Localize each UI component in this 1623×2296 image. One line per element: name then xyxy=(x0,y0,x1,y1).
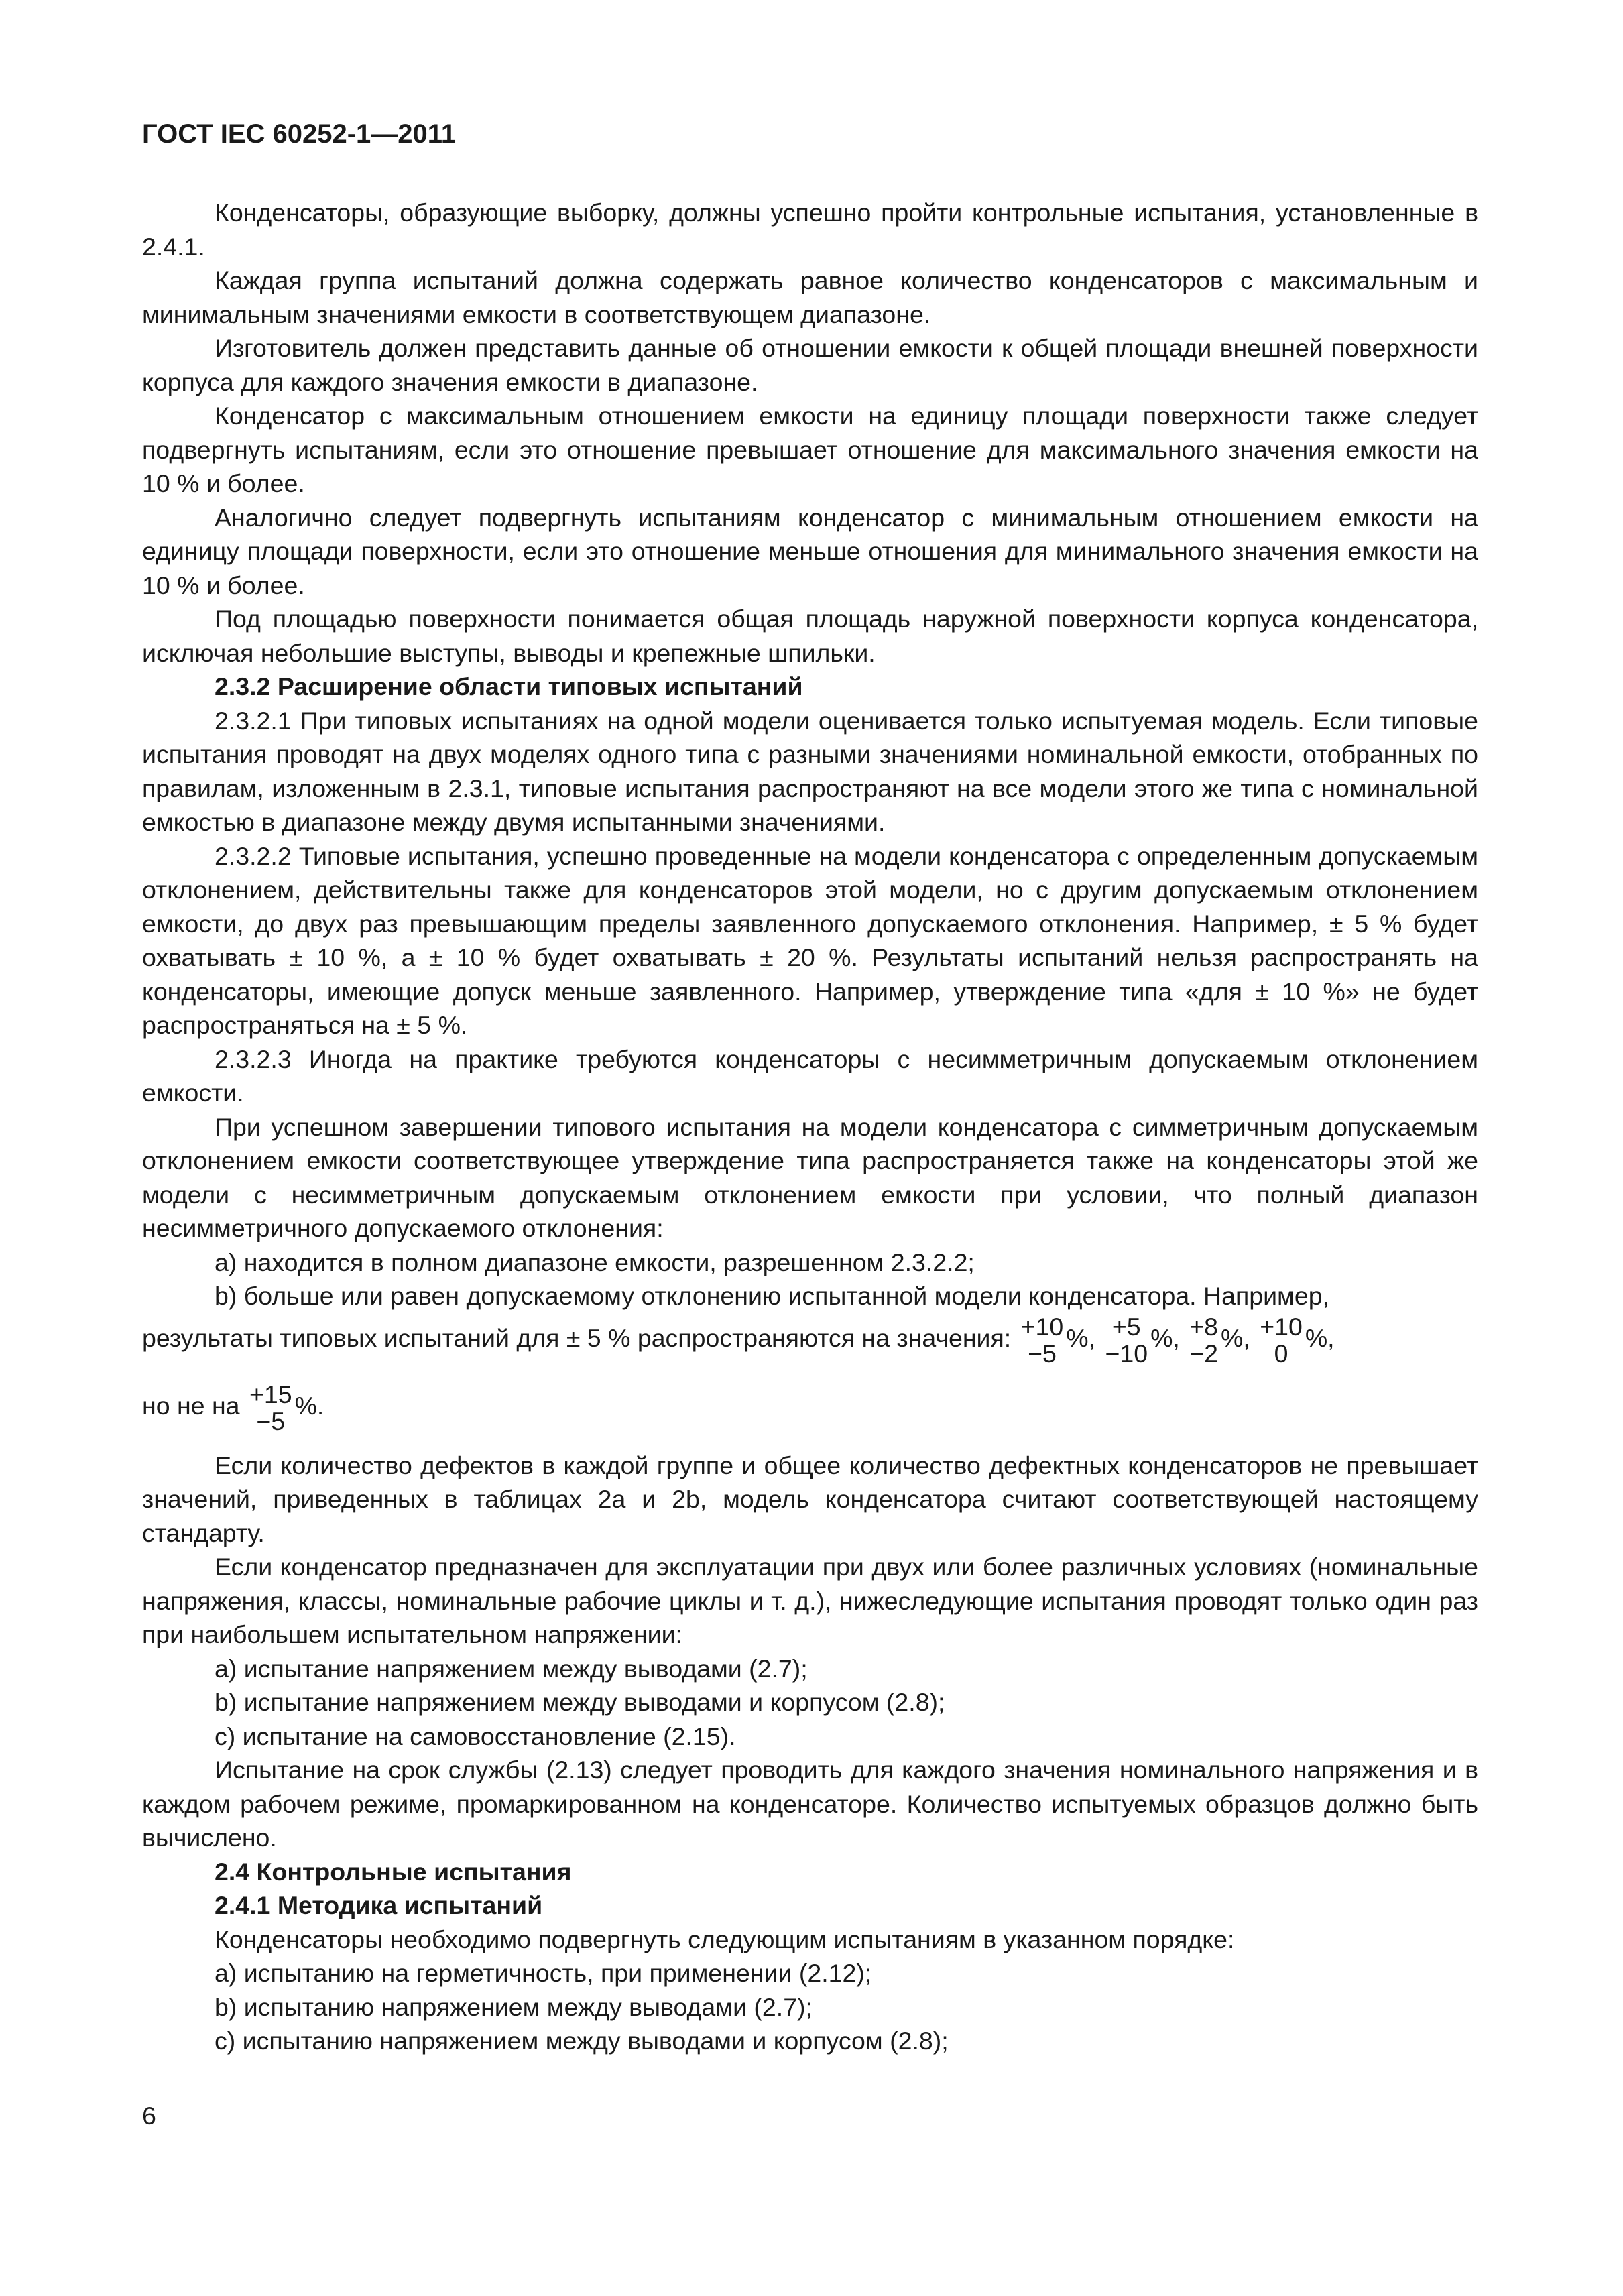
paragraph: Аналогично следует подвергнуть испытаниям конденсатор с минимальным отношением емкости на единицу площади поверхности, если это отношение меньше отношения для минимального значения емкости на 10 % и более. xyxy=(142,503,1478,599)
fraction xyxy=(1260,1313,1303,1367)
list-item: b) больше или равен допускаемому отклонению испытанной модели конденсатора. Например, xyxy=(215,1282,1329,1310)
fraction-suffix: %, xyxy=(1150,1323,1180,1352)
list-item: а) испытанию на герметичность, при применении (2.12); xyxy=(215,1959,872,1987)
fraction xyxy=(249,1381,292,1435)
fraction-suffix: %, xyxy=(1221,1323,1250,1352)
formula-prefix: но не на xyxy=(142,1391,240,1420)
fraction-bottom: −10 xyxy=(1105,1339,1148,1368)
fraction-top: +15 xyxy=(249,1380,292,1408)
formula-line xyxy=(142,1313,1478,1381)
paragraph: Каждая группа испытаний должна содержать равное количество конденсаторов с максимальным и минимальным значениями емкости в соответствующем диапазоне. xyxy=(142,266,1478,328)
fraction xyxy=(1189,1313,1218,1367)
list-item: а) находится в полном диапазоне емкости, разрешенном 2.3.2.2; xyxy=(215,1248,975,1276)
section-heading: 2.3.2 Расширение области типовых испытаний xyxy=(215,672,803,701)
fraction-suffix: %. xyxy=(294,1391,324,1420)
paragraph: Изготовитель должен представить данные об отношении емкости к общей площади внешней поверхности корпуса для каждого значения емкости в диапазоне. xyxy=(142,334,1478,396)
fraction xyxy=(1021,1313,1064,1367)
document-header: ГОСТ IEC 60252-1—2011 xyxy=(142,119,457,149)
list-item: а) испытание напряжением между выводами (2.7); xyxy=(215,1654,808,1683)
fraction-bottom: −5 xyxy=(1028,1339,1057,1368)
formula-line xyxy=(142,1381,1478,1449)
fraction-top: +8 xyxy=(1189,1312,1219,1341)
list-item: с) испытание на самовосстановление (2.15). xyxy=(215,1721,736,1750)
paragraph: Конденсатор с максимальным отношением емкости на единицу площади поверхности также следует подвергнуть испытаниям, если это отношение превышает отношение для максимального значения емкости на 10 % и более. xyxy=(142,402,1478,497)
paragraph: Под площадью поверхности понимается общая площадь наружной поверхности корпуса конденсатора, исключая небольшие выступы, выводы и крепежные шпильки. xyxy=(142,605,1478,667)
fraction-suffix: %, xyxy=(1305,1323,1335,1352)
document-body xyxy=(142,196,1478,2058)
paragraph: Конденсаторы, образующие выборку, должны успешно пройти контрольные испытания, установленные в 2.4.1. xyxy=(142,198,1478,261)
paragraph: 2.3.2.1 При типовых испытаниях на одной модели оценивается только испытуемая модель. Если типовые испытания проводят на двух моделях одного типа с разными значениями номинальной емкости, отобранных по правилам, изложенным в 2.3.1, типовые испытания распространяют на все модели этого же типа с номинальной емкостью в диапазоне между двумя испытанными значениями. xyxy=(142,706,1478,836)
list-item: с) испытанию напряжением между выводами и корпусом (2.8); xyxy=(215,2027,949,2055)
paragraph: 2.3.2.2 Типовые испытания, успешно проведенные на модели конденсатора с определенным допускаемым отклонением, действительны также для конденсаторов этой модели, но с другим допускаемым отклонением емкости, до двух раз превышающим пределы заявленного допускаемого отклонения. Например, ± 5 % будет охватывать ± 10 %, а ± 10 % будет охватывать ± 20 %. Результаты испытаний нельзя распространять на конденсаторы, имеющие допуск меньше заявленного. Например, утверждение типа «для ± 10 %» не будет распространяться на ± 5 %. xyxy=(142,841,1478,1039)
fraction-top: +5 xyxy=(1111,1312,1141,1341)
formula-prefix: результаты типовых испытаний для ± 5 % распространяются на значения: xyxy=(142,1323,1012,1352)
paragraph: 2.3.2.3 Иногда на практике требуются конденсаторы с несимметричным допускаемым отклонением емкости. xyxy=(142,1044,1478,1107)
paragraph: При успешном завершении типового испытания на модели конденсатора с симметричным допускаемым отклонением емкости соответствующее утверждение типа распространяется также на конденсаторы этой же модели с несимметричным допускаемым отклонением емкости при условии, что полный диапазон несимметричного допускаемого отклонения: xyxy=(142,1112,1478,1242)
fraction xyxy=(1105,1313,1148,1367)
fraction-suffix: %, xyxy=(1066,1323,1096,1352)
fraction-bottom: −2 xyxy=(1189,1339,1219,1368)
paragraph: Если конденсатор предназначен для эксплуатации при двух или более различных условиях (номинальные напряжения, классы, номинальные рабочие циклы и т. д.), нижеследующие испытания проводят только один раз при наибольшем испытательном напряжении: xyxy=(142,1553,1478,1648)
subsection-heading: 2.4.1 Методика испытаний xyxy=(215,1891,543,1919)
fraction-top: +10 xyxy=(1260,1312,1303,1341)
paragraph: Если количество дефектов в каждой группе и общее количество дефектных конденсаторов не превышает значений, приведенных в таблицах 2a и 2b, модель конденсатора считают соответствующей настоящему стандарту. xyxy=(142,1451,1478,1547)
list-item: b) испытание напряжением между выводами и корпусом (2.8); xyxy=(215,1688,945,1716)
section-heading: 2.4 Контрольные испытания xyxy=(215,1857,572,1886)
paragraph: Испытание на срок службы (2.13) следует проводить для каждого значения номинального напряжения и в каждом рабочем режиме, промаркированном на конденсаторе. Количество испытуемых образцов должно быть вычислено. xyxy=(142,1756,1478,1852)
page-number: 6 xyxy=(142,2102,156,2130)
list-item: b) испытанию напряжением между выводами (2.7); xyxy=(215,1992,813,2021)
fraction-bottom: −5 xyxy=(256,1406,286,1435)
fraction-bottom: 0 xyxy=(1274,1339,1288,1368)
fraction-top: +10 xyxy=(1020,1312,1064,1341)
paragraph: Конденсаторы необходимо подвергнуть следующим испытаниям в указанном порядке: xyxy=(215,1925,1235,1953)
